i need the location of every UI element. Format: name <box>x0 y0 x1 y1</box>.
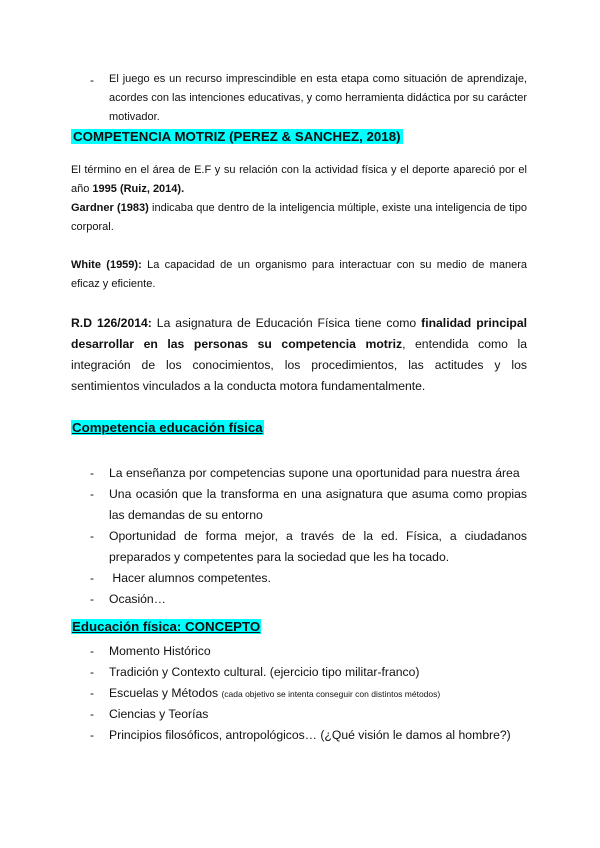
white-citation: White (1959): <box>71 259 142 271</box>
paragraph-termino-citation: 1995 (Ruiz, 2014). <box>92 183 185 195</box>
bullet-dash: - <box>90 73 94 87</box>
list-item: Ciencias y Teorías <box>109 707 209 721</box>
rd-citation: R.D 126/2014: <box>71 316 152 330</box>
bullet-dash: - <box>90 571 94 585</box>
list-item: Tradición y Contexto cultural. (ejercicio tipo militar-franco) <box>109 665 420 679</box>
bullet-dash: - <box>90 529 94 543</box>
list-item: La enseñanza por competencias supone una oportunidad para nuestra área <box>109 466 520 480</box>
bullet-dash: - <box>90 728 94 742</box>
list-item: Momento Histórico <box>109 644 211 658</box>
heading-competencia-ef-text: Competencia educación física <box>72 420 263 435</box>
list-item: Principios filosóficos, antropológicos… (¿Qué visión le damos al hombre?) <box>109 728 511 742</box>
list-item: Oportunidad de forma mejor, a través de la ed. Física, a ciudadanos preparados y competentes para la sociedad que les ha tocado. <box>109 529 527 564</box>
rd-text-1: La asignatura de Educación Física tiene como <box>151 316 422 330</box>
list-item: Una ocasión que la transforma en una asignatura que asuma como propias las demandas de su entorno <box>109 487 527 522</box>
paragraph-termino-text: El término en el área de E.F y su relación con la actividad física y el deporte apareció por el año <box>71 164 527 195</box>
intro-bullet-text: El juego es un recurso imprescindible en esta etapa como situación de aprendizaje, acordes con las intenciones educativas, y como herramienta didáctica por su carácter motivador. <box>109 73 527 123</box>
paragraph-gardner <box>71 199 527 237</box>
list-item-text: Escuelas y Métodos <box>109 686 222 700</box>
list-item <box>109 683 539 705</box>
bullet-dash: - <box>90 707 94 721</box>
rd-emphasis: finalidad principal desarrollar en las personas su competencia motriz <box>71 316 527 351</box>
gardner-citation: Gardner (1983) <box>71 202 149 214</box>
heading-competencia-motriz <box>71 128 403 146</box>
white-text: La capacidad de un organismo para interactuar con su medio de manera eficaz y eficiente. <box>71 259 527 290</box>
heading-concepto-text: Educación física: CONCEPTO <box>72 619 261 634</box>
heading-competencia-ef <box>71 419 264 437</box>
list-item-note: (cada objetivo se intenta conseguir con distintos métodos) <box>221 689 441 699</box>
heading-concepto <box>71 618 261 636</box>
bullet-dash: - <box>90 487 94 501</box>
bullet-dash: - <box>90 592 94 606</box>
heading-competencia-motriz-text: COMPETENCIA MOTRIZ (PEREZ & SANCHEZ, 2018) <box>73 129 401 144</box>
paragraph-termino <box>71 161 527 199</box>
list-item: Hacer alumnos competentes. <box>109 571 271 585</box>
bullet-dash: - <box>90 686 94 700</box>
rd-text-2: , entendida como la integración de los conocimientos, los procedimientos, las actitudes y los sentimientos vinculados a la conducta motora fundamentalmente. <box>71 337 528 393</box>
bullet-dash: - <box>90 466 94 480</box>
bullet-dash: - <box>90 665 94 679</box>
bullet-dash: - <box>90 644 94 658</box>
paragraph-white <box>71 256 527 294</box>
list-item: Ocasión… <box>109 592 166 606</box>
paragraph-rd <box>71 313 527 397</box>
gardner-text: indicaba que dentro de la inteligencia múltiple, existe una inteligencia de tipo corporal. <box>71 202 527 233</box>
